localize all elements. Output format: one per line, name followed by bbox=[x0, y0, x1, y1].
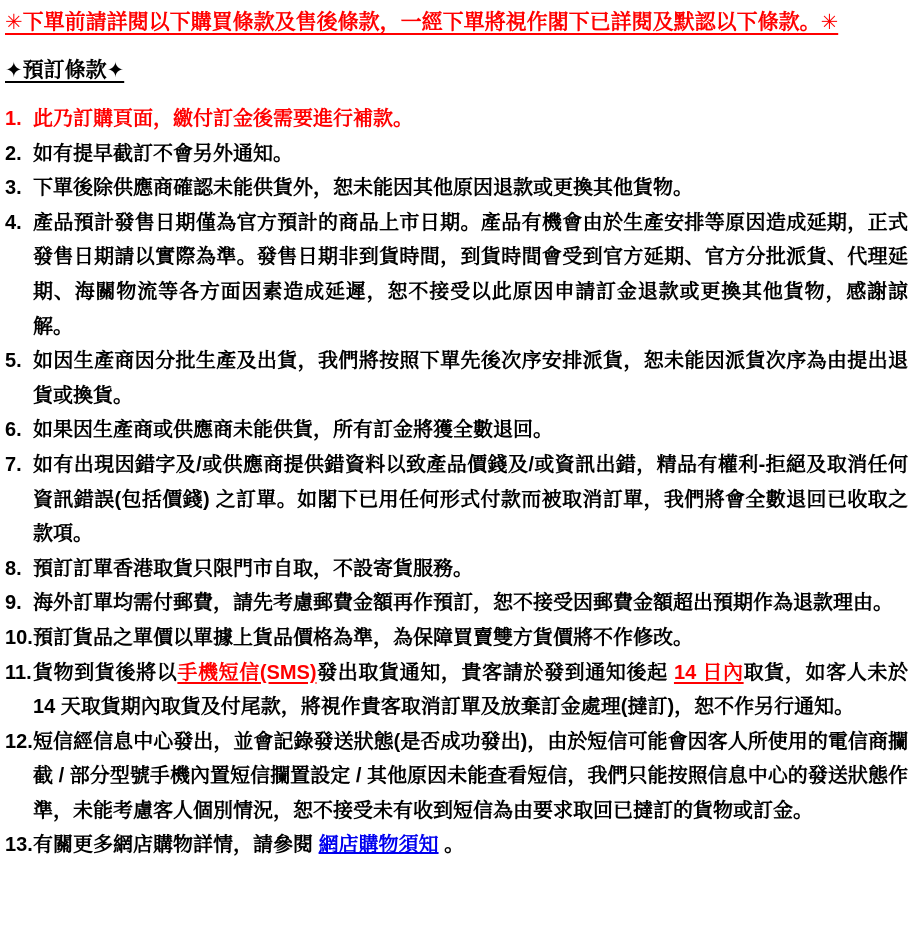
term-item-3 bbox=[5, 171, 908, 206]
term-item-6 bbox=[5, 413, 908, 448]
term-text: 如因生產商因分批生產及出貨，我們將按照下單先後次序安排派貨，恕未能因派貨次序為由提出退貨或換貨。 bbox=[33, 350, 908, 407]
term-text bbox=[33, 656, 908, 725]
term-text-part: 取貨，如客人未於 14 天取貨期內取貨及付尾款，將視作貴客取消訂單及放棄訂金處理(撻訂)，恕不作另行通知。 bbox=[33, 661, 909, 719]
term-text: 預訂訂單香港取貨只限門市自取，不設寄貨服務。 bbox=[33, 557, 473, 580]
term-text-part: 發出取貨通知，貴客請於發到通知後起 bbox=[316, 661, 674, 684]
term-text: 預訂貨品之單價以單據上貨品價格為準，為保障買賣雙方貨價將不作修改。 bbox=[33, 626, 693, 649]
term-number: 6. bbox=[5, 419, 22, 442]
term-number: 7. bbox=[5, 453, 22, 476]
term-number: 3. bbox=[5, 177, 22, 200]
term-item-11 bbox=[5, 656, 908, 725]
term-text-part: 有關更多網店購物詳情，請參閱 bbox=[33, 834, 319, 857]
term-number: 10. bbox=[5, 626, 33, 649]
term-text: 此乃訂購頁面，繳付訂金後需要進行補款。 bbox=[33, 108, 413, 130]
term-number: 4. bbox=[5, 211, 22, 234]
term-number: 1. bbox=[5, 108, 22, 130]
term-number: 5. bbox=[5, 350, 22, 373]
pre-order-warning-header: ✳下單前請詳閱以下購買條款及售後條款，一經下單將視作閣下已詳閱及默認以下條款。✳ bbox=[5, 11, 839, 34]
pickup-deadline-highlight: 14 日內 bbox=[673, 661, 744, 684]
term-item-2 bbox=[5, 137, 908, 172]
term-item-7 bbox=[5, 448, 908, 552]
term-text: 如有提早截訂不會另外通知。 bbox=[33, 142, 293, 165]
sms-notice-highlight: 手機短信(SMS) bbox=[177, 661, 317, 684]
term-number: 9. bbox=[5, 592, 22, 615]
term-text: 海外訂單均需付郵費，請先考慮郵費金額再作預訂，恕不接受因郵費金額超出預期作為退款理由。 bbox=[33, 592, 893, 615]
term-text-part: 貨物到貨後將以 bbox=[33, 661, 178, 684]
term-text bbox=[33, 828, 908, 863]
term-text: 如有出現因錯字及/或供應商提供錯資料以致產品價錢及/或資訊出錯，精品有權利-拒絕及取消任何資訊錯誤(包括價錢) 之訂單。如閣下已用任何形式付款而被取消訂單，我們將會全數退回已收取之款項。 bbox=[33, 453, 908, 546]
term-item-5 bbox=[5, 344, 908, 413]
term-item-1 bbox=[5, 102, 908, 137]
term-text-part: 。 bbox=[438, 834, 465, 857]
term-text: 下單後除供應商確認未能供貨外，恕未能因其他原因退款或更換其他貨物。 bbox=[33, 177, 693, 200]
term-item-10 bbox=[5, 621, 908, 656]
term-item-12 bbox=[5, 725, 908, 829]
term-text: 短信經信息中心發出，並會記錄發送狀態(是否成功發出)，由於短信可能會因客人所使用的電信商攔截 / 部分型號手機內置短信攔置設定 / 其他原因未能查看短信，我們只能按照信息中心的發送狀態作準，未能考慮客人個別情況，恕不接受未有收到短信為由要求取回已撻訂的貨物或訂金。 bbox=[33, 730, 908, 822]
term-item-9 bbox=[5, 586, 908, 621]
term-number: 11. bbox=[5, 661, 32, 684]
term-item-8 bbox=[5, 552, 908, 587]
term-item-4 bbox=[5, 206, 908, 344]
term-number: 12. bbox=[5, 730, 33, 753]
term-number: 13. bbox=[5, 834, 33, 857]
term-text: 產品預計發售日期僅為官方預計的商品上市日期。產品有機會由於生產安排等原因造成延期，正式發售日期請以實際為準。發售日期非到貨時間，到貨時間會受到官方延期、官方分批派貨、代理延期、海關物流等各方面因素造成延遲，恕不接受以此原因申請訂金退款或更換其他貨物，感謝諒解。 bbox=[33, 211, 908, 338]
term-number: 2. bbox=[5, 142, 22, 165]
term-number: 8. bbox=[5, 557, 22, 580]
terms-list bbox=[5, 102, 908, 863]
term-text: 如果因生產商或供應商未能供貨，所有訂金將獲全數退回。 bbox=[33, 419, 553, 442]
term-item-13 bbox=[5, 828, 908, 863]
store-shopping-guide-link[interactable]: 網店購物須知 bbox=[318, 834, 439, 857]
section-title-preorder-terms: ✦預訂條款✦ bbox=[5, 59, 125, 82]
